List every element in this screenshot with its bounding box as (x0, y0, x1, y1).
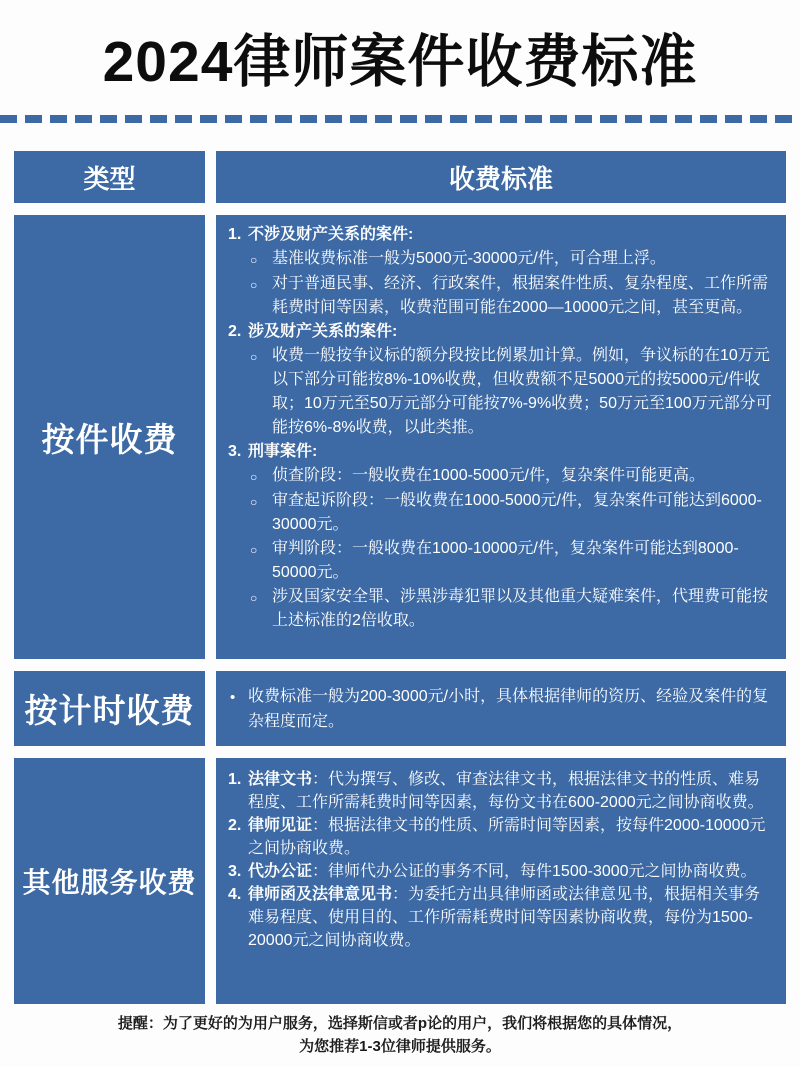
row-content-hourly (216, 671, 786, 746)
item-lead: 法律文书 (248, 771, 313, 788)
footer-note-line-2: 为您推荐1-3位律师提供服务。 (299, 1038, 501, 1055)
table-header-row (14, 151, 786, 203)
list-item (228, 344, 774, 440)
dot-bullet-icon: • (230, 688, 236, 706)
item-text (248, 768, 774, 814)
item-number: 1. (228, 771, 242, 788)
item-lead: 律师见证 (248, 817, 313, 834)
item-body: ：为委托方出具律师函或法律意见书，根据相关事务难易程度、使用目的、工作所需耗费时间等因素协商收费，每份为1500-20000元之间协商收费。 (248, 886, 761, 949)
list-item (228, 464, 774, 489)
circle-bullet-icon: ○ (250, 591, 258, 605)
circle-bullet-icon: ○ (250, 543, 258, 557)
item-lead: 律师函及法律意见书 (248, 886, 393, 903)
item-heading: 涉及财产关系的案件: (248, 323, 398, 340)
row-label-hourly: 按计时收费 (14, 671, 205, 746)
item-text (248, 860, 757, 883)
footer-note (0, 1012, 800, 1058)
item-number: 1. (228, 226, 242, 243)
row-content-per-case (216, 215, 786, 659)
item-heading: 刑事案件: (248, 443, 318, 460)
bullet-text: 审判阶段：一般收费在1000-10000元/件，复杂案件可能达到8000-50000元。 (272, 540, 739, 581)
bullet-text: 基准收费标准一般为5000元-30000元/件，可合理上浮。 (272, 250, 666, 267)
circle-bullet-icon: ○ (250, 470, 258, 484)
numbered-item (228, 883, 774, 952)
item-heading: 不涉及财产关系的案件: (248, 226, 414, 243)
item-heading-row (228, 223, 774, 247)
list-item (228, 537, 774, 585)
item-text (248, 814, 774, 860)
row-label-per-case: 按件收费 (14, 215, 205, 659)
list-item (230, 684, 772, 734)
list-item (228, 247, 774, 272)
bullet-text: 对于普通民事、经济、行政案件，根据案件性质、复杂程度、工作所需耗费时间等因素，收费范围可能在2000—10000元之间，甚至更高。 (272, 275, 769, 316)
item-heading-row (228, 440, 774, 464)
numbered-item (228, 768, 774, 814)
numbered-item (228, 440, 774, 633)
fee-table (14, 151, 786, 1016)
item-text (248, 883, 774, 952)
item-heading-row (228, 320, 774, 344)
page-title: 2024律师案件收费标准 (102, 30, 698, 94)
dashed-divider (0, 115, 800, 123)
item-number: 3. (228, 443, 242, 460)
circle-bullet-icon: ○ (250, 495, 258, 509)
numbered-item (228, 320, 774, 440)
bullet-text: 审查起诉阶段：一般收费在1000-5000元/件，复杂案件可能达到6000-30000元。 (272, 492, 762, 533)
circle-bullet-icon: ○ (250, 350, 258, 364)
item-body: ：代为撰写、修改、审查法律文书，根据法律文书的性质、难易程度、工作所需耗费时间等因素，每份文书在600-2000元之间协商收费。 (248, 771, 764, 811)
row-content-other-services (216, 758, 786, 1004)
list-item (228, 272, 774, 320)
footer-note-line-1: 提醒：为了更好的为用户服务，选择斯信或者p论的用户，我们将根据您的具体情况， (117, 1015, 683, 1032)
numbered-item (228, 814, 774, 860)
circle-bullet-icon: ○ (250, 278, 258, 292)
list-item (228, 489, 774, 537)
numbered-item (228, 223, 774, 320)
numbered-item (228, 860, 774, 883)
list-item (228, 585, 774, 633)
item-number: 4. (228, 886, 242, 903)
column-header-type: 类型 (14, 151, 205, 203)
table-row-hourly (14, 671, 786, 746)
bullet-text: 涉及国家安全罪、涉黑涉毒犯罪以及其他重大疑难案件，代理费可能按上述标准的2倍收取。 (272, 588, 769, 629)
circle-bullet-icon: ○ (250, 253, 258, 267)
row-label-other-services: 其他服务收费 (14, 758, 205, 1004)
table-row-other-services (14, 758, 786, 1004)
bullet-text: 收费一般按争议标的额分段按比例累加计算。例如，争议标的在10万元以下部分可能按8%-10%收费，但收费额不足5000元的按5000元/件收取；10万元至50万元部分可能按7%-9%收费；50万元至100万元部分可能按6%-8%收费，以此类推。 (272, 347, 772, 436)
item-body: ：律师代办公证的事务不同，每件1500-3000元之间协商收费。 (312, 863, 757, 880)
item-number: 3. (228, 863, 242, 880)
column-header-standard: 收费标准 (216, 151, 786, 203)
item-body: ：根据法律文书的性质、所需时间等因素，按每件2000-10000元之间协商收费。 (248, 817, 766, 857)
item-number: 2. (228, 323, 242, 340)
bullet-text: 侦查阶段：一般收费在1000-5000元/件，复杂案件可能更高。 (272, 467, 705, 484)
item-lead: 代办公证 (248, 863, 313, 880)
table-row-per-case (14, 215, 786, 659)
bullet-text: 收费标准一般为200-3000元/小时，具体根据律师的资历、经验及案件的复杂程度而定。 (248, 687, 769, 730)
item-number: 2. (228, 817, 242, 834)
